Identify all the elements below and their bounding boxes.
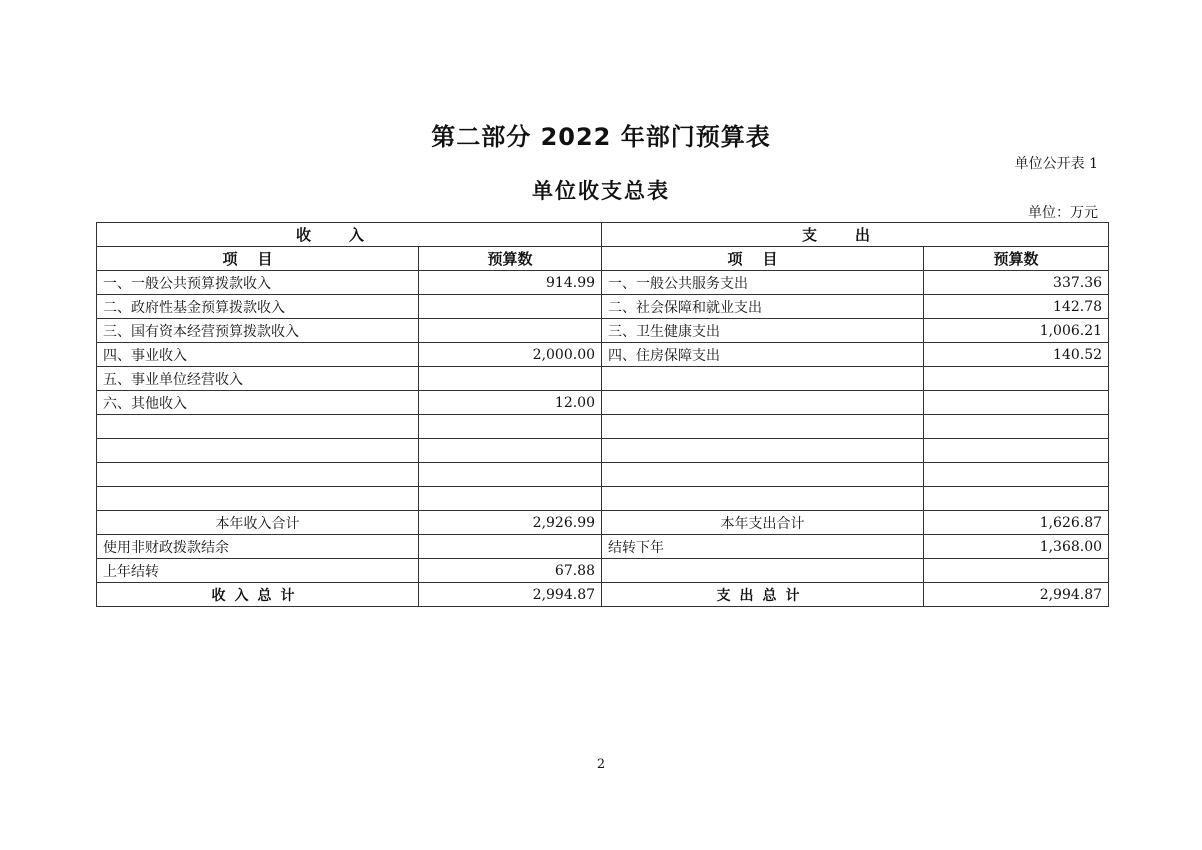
expense-amount-cell: 140.52 bbox=[924, 343, 1109, 367]
extra-row bbox=[97, 559, 1109, 583]
expense-item-cell bbox=[602, 439, 924, 463]
income-amount-cell bbox=[419, 319, 602, 343]
income-item-cell bbox=[97, 415, 419, 439]
income-total-label: 收入总计 bbox=[97, 583, 419, 607]
expense-item-cell bbox=[602, 367, 924, 391]
expense-item-cell bbox=[602, 391, 924, 415]
expense-extra-amount bbox=[924, 559, 1109, 583]
income-item-cell bbox=[97, 439, 419, 463]
income-item-cell: 五、事业单位经营收入 bbox=[97, 367, 419, 391]
expense-section-header: 支出 bbox=[602, 223, 1109, 247]
income-amount-cell: 12.00 bbox=[419, 391, 602, 415]
income-item-cell: 四、事业收入 bbox=[97, 343, 419, 367]
expense-extra-label bbox=[602, 559, 924, 583]
income-amount-cell bbox=[419, 487, 602, 511]
income-item-col-header: 项目 bbox=[97, 247, 419, 271]
table-row bbox=[97, 295, 1109, 319]
expense-item-cell bbox=[602, 415, 924, 439]
table-title: 单位收支总表 bbox=[532, 179, 670, 203]
expense-amount-col-header: 预算数 bbox=[924, 247, 1109, 271]
expense-extra-label: 结转下年 bbox=[602, 535, 924, 559]
expense-amount-cell bbox=[924, 367, 1109, 391]
income-amount-cell: 914.99 bbox=[419, 271, 602, 295]
expense-amount-cell bbox=[924, 439, 1109, 463]
income-extra-amount: 67.88 bbox=[419, 559, 602, 583]
expense-item-cell bbox=[602, 463, 924, 487]
income-extra-amount bbox=[419, 535, 602, 559]
expense-amount-cell bbox=[924, 415, 1109, 439]
table-row bbox=[97, 463, 1109, 487]
income-amount-cell bbox=[419, 367, 602, 391]
income-item-cell bbox=[97, 463, 419, 487]
column-header-row bbox=[97, 247, 1109, 271]
table-row bbox=[97, 487, 1109, 511]
subtotal-row bbox=[97, 511, 1109, 535]
expense-amount-cell: 337.36 bbox=[924, 271, 1109, 295]
income-amount-cell bbox=[419, 463, 602, 487]
income-amount-cell bbox=[419, 295, 602, 319]
table-row bbox=[97, 391, 1109, 415]
expense-total-label: 支出总计 bbox=[602, 583, 924, 607]
income-item-cell: 三、国有资本经营预算拨款收入 bbox=[97, 319, 419, 343]
income-amount-cell bbox=[419, 439, 602, 463]
table-row bbox=[97, 367, 1109, 391]
income-amount-cell bbox=[419, 415, 602, 439]
expense-amount-cell bbox=[924, 391, 1109, 415]
grand-total-row bbox=[97, 583, 1109, 607]
expense-amount-cell bbox=[924, 463, 1109, 487]
income-subtotal-amount: 2,926.99 bbox=[419, 511, 602, 535]
income-item-cell: 六、其他收入 bbox=[97, 391, 419, 415]
expense-amount-cell: 1,006.21 bbox=[924, 319, 1109, 343]
table-body bbox=[97, 271, 1109, 511]
table-row bbox=[97, 343, 1109, 367]
page-title: 第二部分 2022 年部门预算表 bbox=[431, 123, 771, 151]
expense-amount-cell bbox=[924, 487, 1109, 511]
section-header-row bbox=[97, 223, 1109, 247]
expense-item-cell: 四、住房保障支出 bbox=[602, 343, 924, 367]
expense-item-cell: 二、社会保障和就业支出 bbox=[602, 295, 924, 319]
income-amount-cell: 2,000.00 bbox=[419, 343, 602, 367]
income-item-cell bbox=[97, 487, 419, 511]
income-item-cell: 二、政府性基金预算拨款收入 bbox=[97, 295, 419, 319]
income-section-header: 收入 bbox=[97, 223, 602, 247]
expense-amount-cell: 142.78 bbox=[924, 295, 1109, 319]
income-total-amount: 2,994.87 bbox=[419, 583, 602, 607]
expense-item-cell: 三、卫生健康支出 bbox=[602, 319, 924, 343]
income-amount-col-header: 预算数 bbox=[419, 247, 602, 271]
table-row bbox=[97, 319, 1109, 343]
table-row bbox=[97, 439, 1109, 463]
expense-item-cell bbox=[602, 487, 924, 511]
expense-item-col-header: 项目 bbox=[602, 247, 924, 271]
expense-extra-amount: 1,368.00 bbox=[924, 535, 1109, 559]
table-row bbox=[97, 415, 1109, 439]
income-item-cell: 一、一般公共预算拨款收入 bbox=[97, 271, 419, 295]
expense-subtotal-label: 本年支出合计 bbox=[602, 511, 924, 535]
budget-summary-table bbox=[96, 222, 1109, 607]
expense-total-amount: 2,994.87 bbox=[924, 583, 1109, 607]
income-extra-label: 使用非财政拨款结余 bbox=[97, 535, 419, 559]
income-extra-label: 上年结转 bbox=[97, 559, 419, 583]
expense-subtotal-amount: 1,626.87 bbox=[924, 511, 1109, 535]
income-subtotal-label: 本年收入合计 bbox=[97, 511, 419, 535]
table-code: 单位公开表 1 bbox=[1014, 156, 1098, 172]
page-number: 2 bbox=[596, 757, 606, 772]
expense-item-cell: 一、一般公共服务支出 bbox=[602, 271, 924, 295]
table-row bbox=[97, 271, 1109, 295]
unit-label: 单位：万元 bbox=[1028, 205, 1098, 221]
extra-row bbox=[97, 535, 1109, 559]
